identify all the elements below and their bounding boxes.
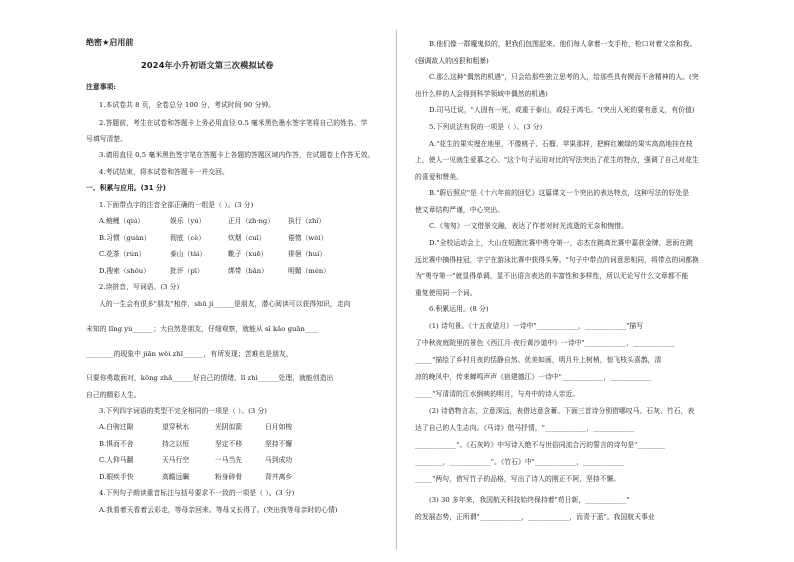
text-line: (3) 30 多年来，我国航天科技始终保持着"苟日新，____________" (429, 496, 630, 504)
text-line: 凉的晚风中，传来蝉鸣声声《宿建德江》一诗中"____________，____________ (415, 373, 652, 381)
option-item: 高瞻远瞩 (162, 473, 190, 481)
option-item: A.白驹过隙 (99, 423, 134, 431)
question-stem: 3.下列四字词语的类型不完全相同的一项是（ ）。(3 分) (99, 407, 268, 415)
page-title: 2024年小升初语文第三次模拟试卷 (141, 60, 274, 70)
section-heading: 一、积累与应用。(31 分) (86, 184, 166, 192)
option-item: 持之以恒 (162, 440, 190, 448)
note-line: 3.请用直径 0.5 毫米黑色签字笔在答题卡上各题的答题区域内作答，在试题卷上作答无效。 (99, 151, 375, 159)
option-item: A.鲢鲤（qiú） (99, 217, 145, 225)
option-item: 批评（pī） (170, 267, 204, 275)
option-item: B.习惯（guàn） (99, 234, 151, 242)
option-item: 背井离乡 (265, 473, 293, 481)
option-item: D.眼疾手快 (99, 473, 134, 481)
text-line: 上，使人一见就生爱慕之心。"这个句子运用对比的写法突出了花生的特点，强调了自己对花生 (415, 156, 699, 164)
option-item: 光阴似箭 (215, 423, 243, 431)
option-item: 粉身碎骨 (215, 473, 243, 481)
option-item: D.搜索（shǒu） (99, 267, 150, 275)
option-item: 正月（zh·ng） (228, 217, 275, 225)
text-line: A."花生的果实埋在地里，不像桃子、石榴、苹果那样，把鲜红嫩绿的果实高高地挂在枝 (429, 140, 693, 148)
text-line: ________，____________"。《竹石》中"____________，____________ (415, 458, 625, 466)
option-item: 靴子（xuē） (228, 250, 268, 258)
option-item: 炊烟（cuī） (228, 234, 266, 242)
text-line: (1) 诗句景。《十五夜望月》一诗中"____________，____________"描写 (429, 322, 644, 330)
question-stem: 5.下列说法有误的一项是（ ）。(3 分) (429, 123, 543, 131)
text-line: 为"勇夺第一"就显得单调，显不出语言表达的丰富性和多样性，所以无论写什么文章都不能 (415, 272, 689, 280)
text-line: 重复使用同一个词。 (415, 289, 477, 297)
note-line: 1.本试卷共 8 页，全卷总分 100 分，考试时间 90 分钟。 (99, 101, 276, 109)
option-item: 坚定不移 (215, 440, 243, 448)
text-line: 了中秋夜庭院里的景色《西江月·夜行黄沙道中》一诗中"____________，____________ (415, 339, 675, 347)
question-text-line: 自己的精彩人生。 (86, 391, 141, 399)
option-item: 彻底（cè） (170, 234, 206, 242)
option-item: 徘徊（huí） (288, 250, 327, 258)
question-text-line: 只要你勇敢面对，kōng zhǎ______好自己的情绪，lǐ zhì______处理，就能创造出 (86, 374, 334, 382)
question-stem: 1.下面带点字的注音全部正确的一组是（ ）。(3 分) (99, 201, 254, 209)
question-stem: 2.读拼音，写词语。(3 分) (99, 283, 180, 291)
text-line: _____"写清清的江水倒映的明月，与舟中的诗人亲近。 (415, 390, 580, 398)
text-line: 的喜爱和赞美。 (415, 173, 463, 181)
option-item: C.花茶（rún） (99, 250, 146, 258)
text-line: B."蔚后照应"是《十六年前的回忆》这篇课文一个突出的表达特点，这种写法的好处是 (429, 189, 690, 197)
option-item: 泰山（tài） (170, 250, 207, 258)
secret-label: 绝密★启用前 (86, 38, 134, 47)
option-item: 坚持不懈 (265, 440, 293, 448)
text-line: 的发展态势，正所谓"____________，____________，而青于蓝"。我国航天事业 (415, 513, 655, 521)
option-item: 执行（zhí） (288, 217, 326, 225)
option-item: B.惧而不舍 (99, 440, 134, 448)
text-line: C.《匆匆》一文借景交融，表达了作者对时光流逝的无奈和惋惜。 (429, 222, 628, 230)
text-line: 达了自己的人生志向。《马诗》借马抒情，"____________，____________ (415, 424, 635, 432)
notes-label: 注意事项: (86, 83, 116, 91)
text-line: 出什么样的人会得到科学领域中偶然的机遇) (415, 90, 548, 98)
text-line: _____"两句，借写竹子的品格，写出了诗人的刚正不阿，坚持不懈。 (415, 475, 621, 483)
right-column (397, 0, 794, 562)
option-item: 倦惰（wèi） (288, 234, 328, 242)
text-line: _____"描绘了乡村月夜的恬静自然、优美如画，明月升上树梢，惊飞枝头喜鹊，清 (415, 356, 662, 364)
option-item: A.我看着天看着云彩走，等母亲回来。等母又长得了。(突出我等母亲时的心情) (99, 506, 338, 514)
text-line: 远比赛中摘得桂冠，宇宁在游泳比赛中获得头筹。"句子中带点的词意思相同，将带点的词都换 (415, 256, 699, 264)
text-line: (强调敌人的凶狠和粗暴) (415, 57, 489, 65)
option-item: 日月如梭 (265, 423, 293, 431)
option-item: 娱乐（yú） (170, 217, 206, 225)
question-text-line: 未知的 lǐng yù______；大自然是朋友，仔细观察，就能从 sī kǎo guān____ (86, 325, 319, 333)
question-text-line: 人的一生会有很多"朋友"相伴，shū jí______是朋友，潜心阅读可以获得知识，走向 (99, 300, 351, 308)
option-item: 马到成功 (265, 456, 293, 464)
note-line: 4.考试结束，将本试卷和答题卡一并交回。 (99, 168, 229, 176)
option-item: C.人仰马翻 (99, 456, 134, 464)
option-item: 天马行空 (162, 456, 190, 464)
note-line: 2.答题前，考生在试卷和答题卡上务必用直径 0.5 毫米黑色墨水签字笔将自己的姓名、学 (99, 119, 368, 127)
question-stem: 6.积累运用。(8 分) (429, 305, 489, 313)
option-item: 绑带（bǎn） (228, 267, 268, 275)
text-line: D.司马迁说，"人固有一死，或重于泰山，或轻于鸿毛。"(突出人死的要有意义，有价值) (429, 106, 695, 114)
text-line: B.他们像一群魔鬼似的，把我们包围起来。他们每人拿着一支手枪，枪口对着父亲和我。 (429, 40, 697, 48)
option-item: 望穿秋水 (162, 423, 190, 431)
text-line: 使文章结构严谨，中心突出。 (415, 206, 505, 214)
text-line: D."全校运动会上，大山在短跑比赛中勇夺第一，志杰在跳高比赛中嘉获金牌，思雨在跳 (429, 239, 693, 247)
text-line: (2) 诗借物言志，立意深远，表借达意含蓄。下面三首诗分别借哪叹马、石灰、竹石，表 (429, 407, 695, 415)
question-text-line: ________的现象中 jiān wěi zhī______，有所发现；苦难也是朋友， (86, 350, 293, 358)
text-line: C.那么这种"偶然的机遇"，只会给那些独立思考的人，给那些具有锲而不舍精神的人。(突 (429, 73, 699, 81)
option-item: 一马当先 (215, 456, 243, 464)
text-line: ____________"。《石灰吟》中写诗人绝不与世俗同流合污的誓言的诗句是"________ (415, 441, 665, 449)
option-item: 明媚（mèn） (288, 267, 331, 275)
note-line: 号填写清楚。 (86, 135, 128, 143)
question-stem: 4.下列句子朗读重音标注与括号要求不一致的一项是（ ）。(3 分) (99, 489, 295, 497)
